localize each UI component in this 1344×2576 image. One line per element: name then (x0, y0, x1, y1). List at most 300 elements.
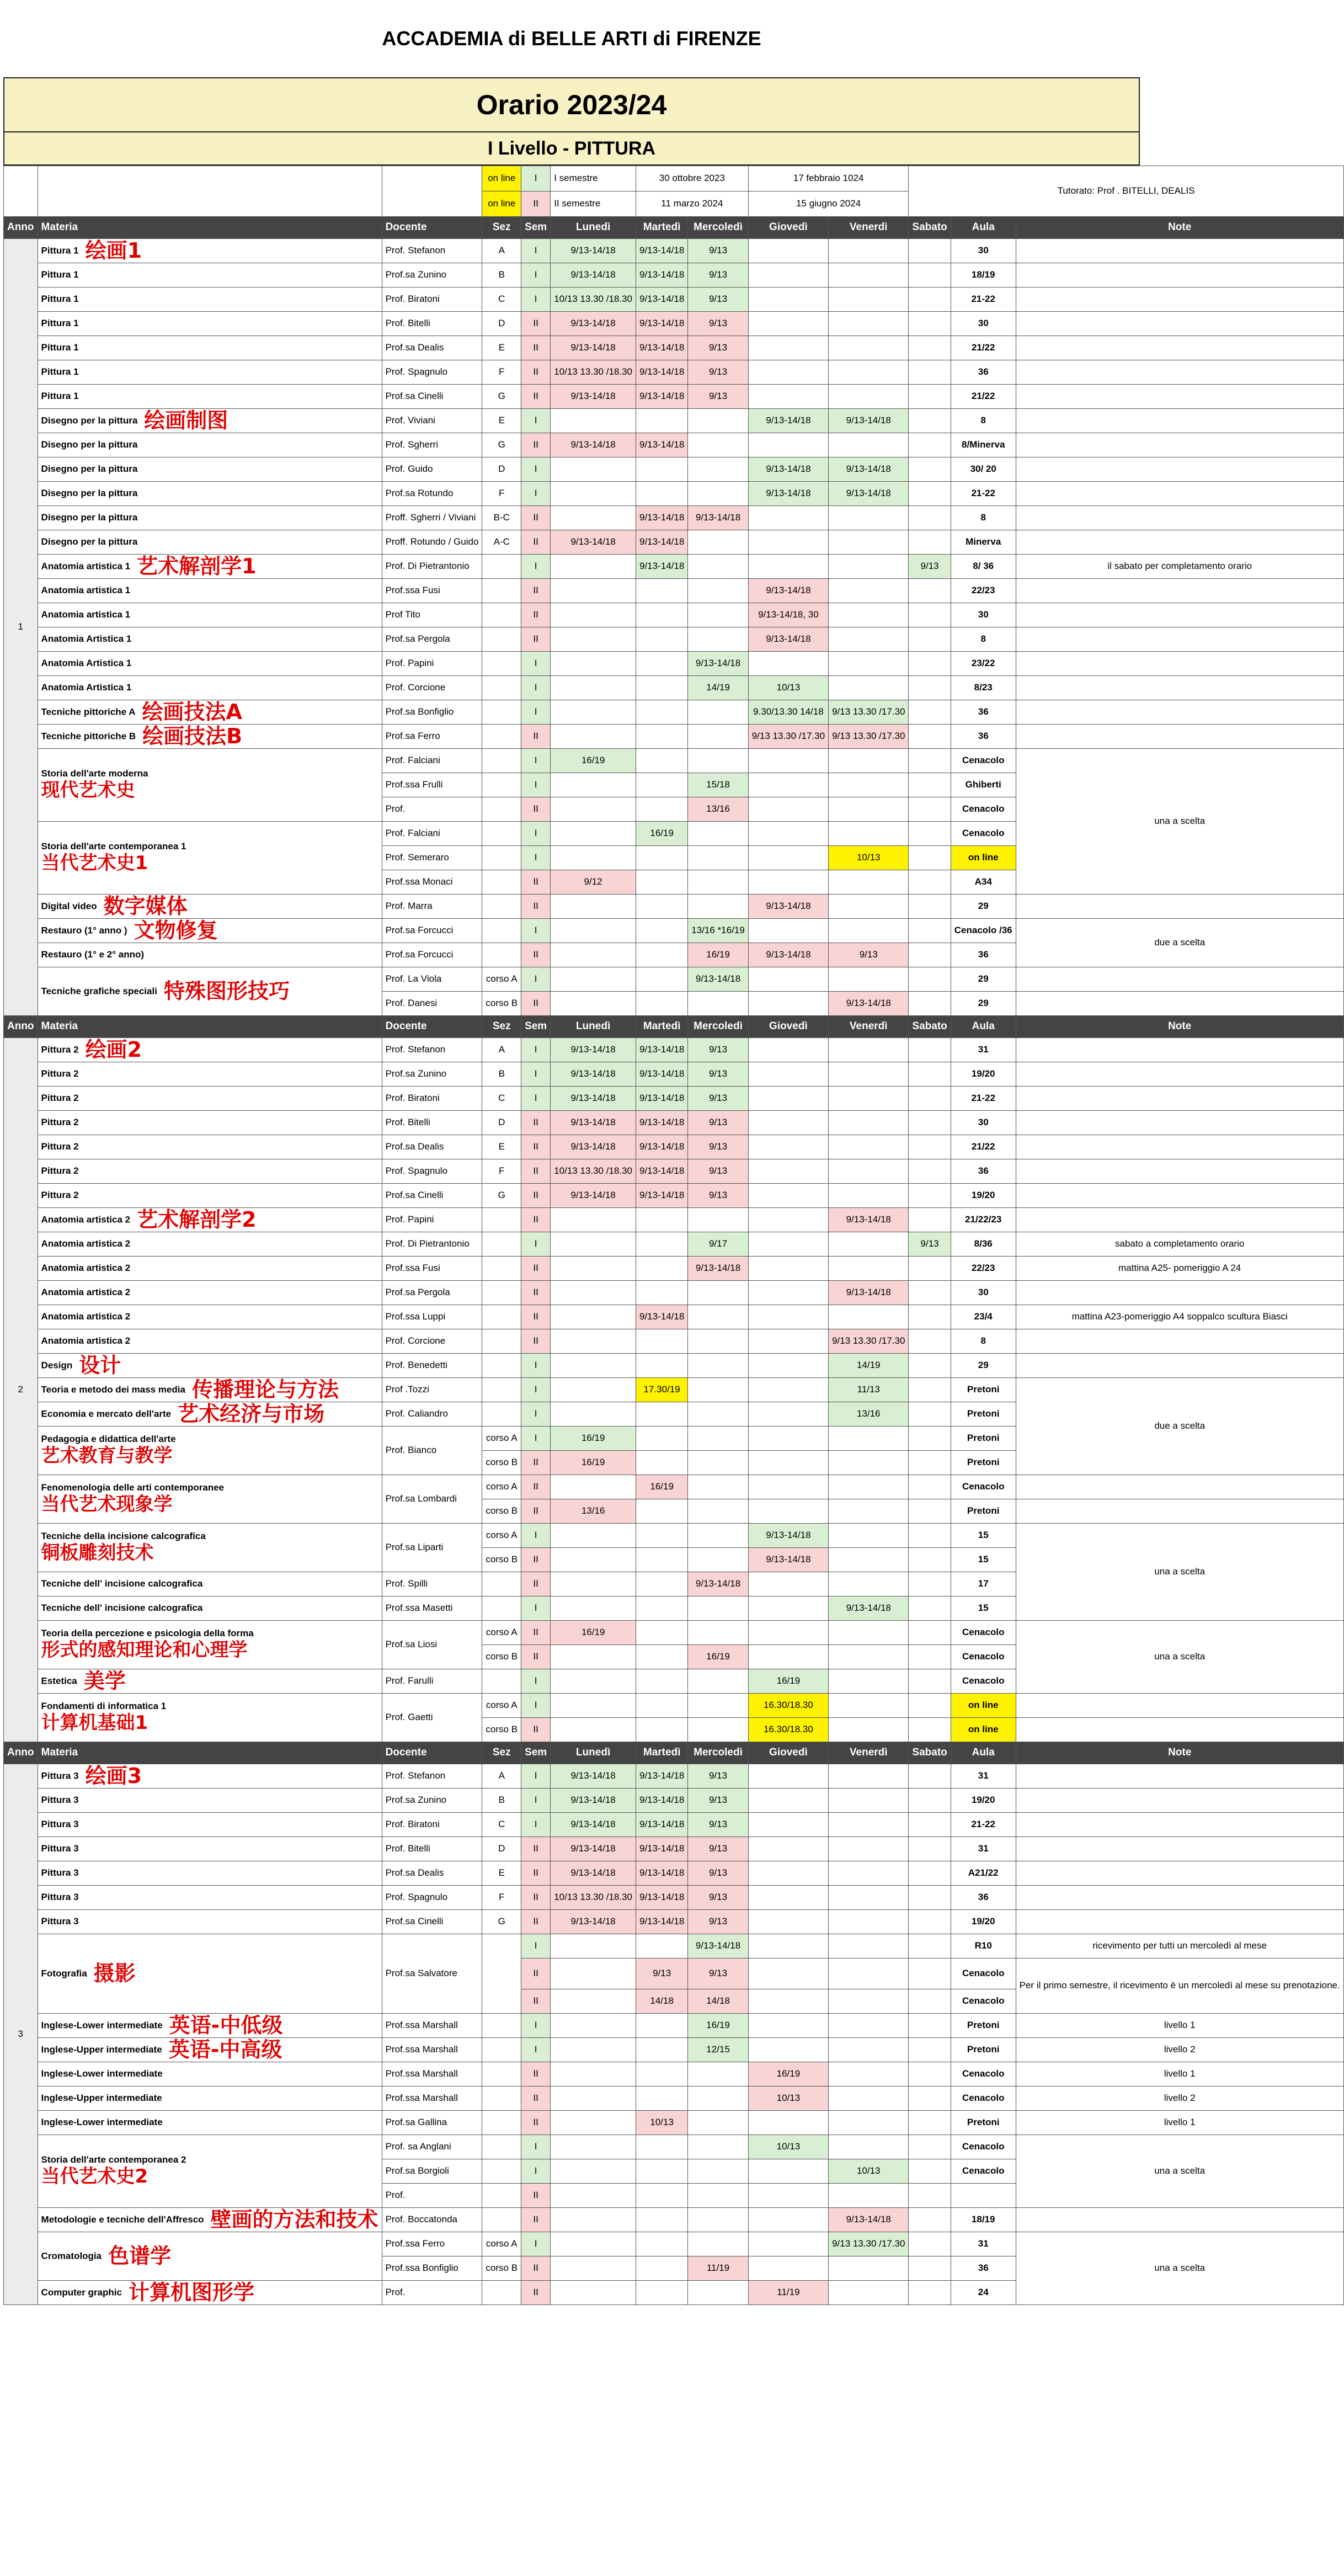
note-cell (1016, 579, 1343, 603)
teacher-cell: Prof.sa Bonfiglio (382, 700, 482, 725)
column-header: Sem (521, 1016, 551, 1038)
time-cell (829, 967, 909, 992)
section-cell: F (482, 360, 521, 385)
subject-name: Storia dell'arte moderna (41, 768, 148, 779)
section-cell (482, 725, 521, 749)
table-cell: F (482, 1886, 521, 1910)
time-cell (748, 1402, 828, 1427)
table-cell (482, 919, 521, 943)
table-cell: Cenacolo (951, 1475, 1016, 1499)
time-cell (829, 1038, 909, 1062)
time-cell: 9/13 13.30 /17.30 (829, 2232, 909, 2256)
table-cell: Prof.sa Forcucci (382, 919, 482, 943)
time-cell (829, 627, 909, 652)
table-cell: Prof.sa Borgioli (382, 2159, 482, 2184)
table-row (4, 1694, 1344, 1718)
room-cell: 21/22 (951, 1135, 1016, 1159)
time-cell: 9/13 13.30 /17.30 (829, 1329, 909, 1354)
table-cell: corso A (482, 1524, 521, 1548)
time-cell (829, 1548, 909, 1572)
semester-cell: I (521, 1354, 551, 1378)
room-cell: on line (951, 846, 1016, 870)
column-header: Mercoledì (688, 1016, 748, 1038)
subject-name: Tecniche pittoriche B (41, 730, 136, 741)
subject-name: Disegno per la pittura (41, 512, 138, 523)
subject-name: Pittura 3 (41, 1819, 79, 1830)
time-cell (909, 1111, 951, 1135)
time-cell: 9/13-14/18 (636, 336, 688, 360)
subject-cell (38, 1208, 382, 1232)
time-cell: 9/13-14/18 (551, 1764, 636, 1789)
table-row (4, 385, 1344, 409)
time-cell (688, 1208, 748, 1232)
column-header: Sez (482, 217, 521, 239)
table-cell: R10 (951, 1934, 1016, 1958)
time-cell (909, 1135, 951, 1159)
table-cell: Prof .Tozzi (382, 1378, 482, 1402)
level-title: I Livello - PITTURA (3, 132, 1140, 166)
time-cell (909, 2062, 951, 2087)
subject-cell (38, 1837, 382, 1861)
time-cell (829, 1159, 909, 1184)
time-cell: 9/13-14/18 (748, 579, 828, 603)
subject-cell (38, 506, 382, 530)
table-cell: 18/19 (951, 2208, 1016, 2232)
table-cell: Prof. Gaetti (382, 1694, 482, 1742)
table-cell (482, 846, 521, 870)
time-cell (909, 1475, 951, 1499)
time-cell: 16/19 (636, 1475, 688, 1499)
table-cell: II (521, 2087, 551, 2111)
time-cell (688, 1669, 748, 1694)
section-cell: A (482, 239, 521, 263)
table-cell (1016, 1861, 1343, 1886)
time-cell (909, 1596, 951, 1621)
time-cell (829, 239, 909, 263)
subject-name: Anatomia artistica 2 (41, 1311, 131, 1322)
time-cell: 10/13 13.30 /18.30 (551, 360, 636, 385)
time-cell (829, 1910, 909, 1934)
time-cell (551, 992, 636, 1016)
time-cell (829, 288, 909, 312)
time-cell (688, 1281, 748, 1305)
subject-cell (38, 360, 382, 385)
table-cell: livello 1 (1016, 2111, 1343, 2135)
subject-cell (38, 822, 382, 895)
column-header: Aula (951, 217, 1016, 239)
semester-cell: II (521, 1257, 551, 1281)
subject-name: Computer graphic (41, 2286, 122, 2297)
column-header: Sem (521, 1742, 551, 1764)
room-cell: 21-22 (951, 288, 1016, 312)
time-cell (909, 603, 951, 627)
table-cell: Prof. Bianco (382, 1427, 482, 1475)
semester-cell: II (521, 1135, 551, 1159)
time-cell: 14/19 (688, 676, 748, 700)
table-row (4, 555, 1344, 579)
time-cell (909, 1934, 951, 1958)
time-cell: 10/13 13.30 /18.30 (551, 1159, 636, 1184)
table-cell: una a scelta (1016, 1524, 1343, 1621)
time-cell: 14/19 (829, 1354, 909, 1378)
time-cell (829, 1232, 909, 1257)
room-cell: Cenacolo (951, 797, 1016, 822)
time-cell (748, 1861, 828, 1886)
time-cell: 9/13-14/18 (829, 1208, 909, 1232)
time-cell (748, 1596, 828, 1621)
time-cell (748, 2232, 828, 2256)
semester-cell: I (521, 1232, 551, 1257)
table-row (4, 652, 1344, 676)
time-cell (909, 1645, 951, 1669)
table-cell (1016, 1789, 1343, 1813)
room-cell: 36 (951, 700, 1016, 725)
table-row (4, 1742, 1344, 1764)
section-cell (482, 676, 521, 700)
subject-name: Pittura 1 (41, 269, 79, 280)
teacher-cell: Prof. Falciani (382, 822, 482, 846)
table-cell: A (482, 1764, 521, 1789)
subject-name: Pittura 2 (41, 1190, 79, 1201)
time-cell (551, 1305, 636, 1329)
time-cell (748, 1378, 828, 1402)
time-cell: 9/13-14/18 (829, 409, 909, 433)
time-cell (748, 1087, 828, 1111)
table-cell (482, 1281, 521, 1305)
time-cell (748, 360, 828, 385)
time-cell: 9/13-14/18 (748, 457, 828, 482)
chinese-annotation: 艺术解剖学2 (137, 1207, 257, 1232)
table-cell: corso B (482, 992, 521, 1016)
note-cell (1016, 725, 1343, 749)
subject-cell (38, 1354, 382, 1378)
table-cell: Prof. Spilli (382, 1572, 482, 1596)
semester-cell: II (521, 579, 551, 603)
table-cell: 15 giugno 2024 (748, 191, 909, 217)
time-cell (909, 1281, 951, 1305)
time-cell (909, 1038, 951, 1062)
time-cell (688, 1694, 748, 1718)
time-cell (909, 1813, 951, 1837)
time-cell: 10/13 13.30 /18.30 (551, 1886, 636, 1910)
time-cell (551, 1232, 636, 1257)
note-cell (1016, 530, 1343, 555)
time-cell (551, 1257, 636, 1281)
semester-cell: II (521, 1910, 551, 1934)
semester-cell: I (521, 555, 551, 579)
room-cell: 21/22 (951, 385, 1016, 409)
note-cell (1016, 700, 1343, 725)
time-cell (748, 2159, 828, 2184)
table-cell: Prof.ssa Ferro (382, 2232, 482, 2256)
teacher-cell: Prof. Papini (382, 652, 482, 676)
semester-cell: II (521, 1111, 551, 1135)
table-cell: E (482, 1861, 521, 1886)
time-cell (636, 1669, 688, 1694)
semester-cell: I (521, 239, 551, 263)
time-cell (636, 992, 688, 1016)
column-header: Sabato (909, 1742, 951, 1764)
time-cell: 9/13 (688, 312, 748, 336)
table-cell: Pretoni (951, 1451, 1016, 1475)
teacher-cell: Prof. Spagnulo (382, 360, 482, 385)
column-header: Sabato (909, 217, 951, 239)
subject-cell (38, 263, 382, 288)
table-cell: 36 (951, 943, 1016, 967)
teacher-cell: Prof.ssa Frulli (382, 773, 482, 797)
semester-cell: II (521, 1184, 551, 1208)
table-cell: sabato a completamento orario (1016, 1232, 1343, 1257)
time-cell (636, 895, 688, 919)
table-cell (1016, 1281, 1343, 1305)
schedule-table (3, 166, 1344, 2305)
table-row (4, 2038, 1344, 2062)
time-cell: 9/13 (636, 1958, 688, 1989)
note-cell (1016, 312, 1343, 336)
subject-name: Metodologie e tecniche dell'Affresco (41, 2213, 204, 2224)
subject-name: Disegno per la pittura (41, 464, 138, 475)
year-number: 2 (4, 1038, 38, 1742)
time-cell (688, 2135, 748, 2159)
time-cell (829, 1764, 909, 1789)
time-cell: 9/13-14/18 (636, 288, 688, 312)
table-cell: I (521, 2135, 551, 2159)
table-cell (1016, 1038, 1343, 1062)
table-cell: I (521, 1934, 551, 1958)
time-cell: 10/13 (636, 2111, 688, 2135)
table-cell: livello 2 (1016, 2038, 1343, 2062)
column-header: Venerdì (829, 1016, 909, 1038)
subject-name: Pittura 2 (41, 1117, 79, 1128)
time-cell (909, 1451, 951, 1475)
time-cell: 13/16 *16/19 (688, 919, 748, 943)
table-cell: due a scelta (1016, 1378, 1343, 1475)
table-row (4, 967, 1344, 992)
table-row (4, 1016, 1344, 1038)
column-header: Note (1016, 217, 1343, 239)
subject-cell (38, 1934, 382, 2014)
subject-cell (38, 1475, 382, 1524)
teacher-cell: Prof. Bitelli (382, 312, 482, 336)
time-cell: 9/13-14/18 (636, 239, 688, 263)
time-cell: 9/13-14/18 (551, 530, 636, 555)
chinese-annotation: 英语-中高级 (168, 2037, 282, 2062)
semester-cell: II (521, 336, 551, 360)
time-cell (829, 1087, 909, 1111)
room-cell: 8/23 (951, 676, 1016, 700)
subject-name: Tecniche della incisione calcografica (41, 1531, 206, 1542)
table-cell (1016, 1135, 1343, 1159)
table-cell: Cenacolo (951, 1621, 1016, 1645)
time-cell (829, 1305, 909, 1329)
semester-cell: I (521, 288, 551, 312)
subject-name: Pittura 3 (41, 1843, 79, 1854)
room-cell: 8 (951, 506, 1016, 530)
subject-cell (38, 433, 382, 457)
teacher-cell: Prof. Benedetti (382, 1354, 482, 1378)
table-row (4, 2062, 1344, 2087)
time-cell (688, 482, 748, 506)
table-row (4, 482, 1344, 506)
time-cell: 9/13-14/18 (636, 312, 688, 336)
time-cell (636, 2184, 688, 2208)
time-cell (748, 652, 828, 676)
subject-name: Anatomia artistica 1 (41, 609, 131, 620)
time-cell (909, 263, 951, 288)
note-cell (1016, 652, 1343, 676)
time-cell (909, 1499, 951, 1524)
column-header: Venerdì (829, 217, 909, 239)
teacher-cell: Prof. Papini (382, 1208, 482, 1232)
time-cell (688, 1427, 748, 1451)
time-cell: 16.30/18.30 (748, 1694, 828, 1718)
column-header: Mercoledì (688, 217, 748, 239)
subject-name: Tecniche dell' incisione calcografica (41, 1603, 203, 1614)
table-cell: livello 1 (1016, 2014, 1343, 2038)
table-cell: II (521, 1621, 551, 1645)
time-cell (551, 676, 636, 700)
time-cell (829, 1837, 909, 1861)
table-cell (482, 2062, 521, 2087)
table-row (4, 433, 1344, 457)
table-cell: Prof.ssa Marshall (382, 2038, 482, 2062)
year-number: 3 (4, 1764, 38, 2305)
time-cell (636, 1645, 688, 1669)
time-cell (551, 1548, 636, 1572)
teacher-cell: Prof. Di Pietrantonio (382, 1232, 482, 1257)
time-cell (551, 409, 636, 433)
time-cell (829, 1451, 909, 1475)
online-badge: on line (482, 166, 521, 191)
table-cell: 31 (951, 2232, 1016, 2256)
time-cell (748, 2111, 828, 2135)
time-cell: 9/13-14/18 (551, 1111, 636, 1135)
time-cell: 9/13-14/18 (636, 385, 688, 409)
table-cell (1016, 1184, 1343, 1208)
chinese-annotation: 绘画技法B (142, 723, 243, 748)
table-row (4, 1232, 1344, 1257)
time-cell (636, 1354, 688, 1378)
column-header: Docente (382, 1742, 482, 1764)
column-header: Note (1016, 1016, 1343, 1038)
subject-name: Restauro (1° e 2° anno) (41, 949, 145, 960)
table-cell (1016, 895, 1343, 919)
table-row (4, 1111, 1344, 1135)
table-row (4, 1789, 1344, 1813)
table-cell (482, 2087, 521, 2111)
time-cell (748, 919, 828, 943)
table-row (4, 1062, 1344, 1087)
column-header: Giovedì (748, 1016, 828, 1038)
note-cell (1016, 1499, 1343, 1524)
time-cell (829, 1861, 909, 1886)
table-cell: I (521, 1524, 551, 1548)
table-cell (482, 1596, 521, 1621)
time-cell: 9/17 (688, 1232, 748, 1257)
time-cell (551, 1645, 636, 1669)
time-cell (909, 1427, 951, 1451)
time-cell (636, 409, 688, 433)
table-cell: II (521, 2256, 551, 2281)
table-cell: Prof.sa Liparti (382, 1524, 482, 1572)
time-cell (909, 652, 951, 676)
time-cell (909, 1764, 951, 1789)
semester-cell: II (521, 1159, 551, 1184)
time-cell (909, 919, 951, 943)
time-cell (688, 1402, 748, 1427)
online-badge: on line (482, 191, 521, 217)
column-header: Mercoledì (688, 1742, 748, 1764)
column-header: Aula (951, 1016, 1016, 1038)
column-header: Sem (521, 217, 551, 239)
subject-cell (38, 457, 382, 482)
time-cell: 9/13-14/18 (829, 2208, 909, 2232)
section-cell: D (482, 457, 521, 482)
table-cell: corso B (482, 2256, 521, 2281)
column-header: Martedì (636, 1016, 688, 1038)
teacher-cell: Prof. Stefanon (382, 1038, 482, 1062)
subject-name: Pittura 1 (41, 318, 79, 329)
time-cell (829, 1257, 909, 1281)
table-cell: II (521, 992, 551, 1016)
time-cell (829, 797, 909, 822)
table-cell (482, 2135, 521, 2159)
room-cell: 36 (951, 725, 1016, 749)
time-cell: 16/19 (551, 1451, 636, 1475)
subject-name: Pittura 3 (41, 1867, 79, 1878)
table-cell: corso A (482, 1475, 521, 1499)
time-cell (636, 2038, 688, 2062)
time-cell (636, 1281, 688, 1305)
table-cell: corso B (482, 1499, 521, 1524)
time-cell (636, 579, 688, 603)
table-cell (482, 773, 521, 797)
semester-cell: I (521, 700, 551, 725)
time-cell (636, 676, 688, 700)
time-cell (551, 579, 636, 603)
time-cell (829, 360, 909, 385)
teacher-cell: Prof. Biratoni (382, 288, 482, 312)
table-cell: una a scelta (1016, 1621, 1343, 1694)
time-cell (909, 1378, 951, 1402)
time-cell (748, 2184, 828, 2208)
column-header: Note (1016, 1742, 1343, 1764)
table-cell (482, 797, 521, 822)
time-cell (688, 1329, 748, 1354)
time-cell (688, 2087, 748, 2111)
time-cell (829, 1958, 909, 1989)
time-cell: 9/13-14/18 (636, 1135, 688, 1159)
chinese-annotation: 特殊图形技巧 (163, 978, 290, 1003)
time-cell (636, 482, 688, 506)
table-cell: 15 (951, 1548, 1016, 1572)
subject-name: Pittura 3 (41, 1892, 79, 1903)
time-cell: 9/13-14/18 (551, 385, 636, 409)
time-cell (551, 919, 636, 943)
table-cell: mattina A25- pomeriggio A 24 (1016, 1257, 1343, 1281)
time-cell (551, 2184, 636, 2208)
time-cell (829, 2062, 909, 2087)
teacher-cell: Prof. Biratoni (382, 1087, 482, 1111)
note-cell (1016, 676, 1343, 700)
table-cell: II (521, 1989, 551, 2014)
time-cell (636, 627, 688, 652)
chinese-annotation: 绘画制图 (144, 408, 228, 433)
time-cell (909, 1548, 951, 1572)
time-cell (636, 603, 688, 627)
table-cell: Prof. Caliandro (382, 1402, 482, 1427)
table-cell: B (482, 1062, 521, 1087)
